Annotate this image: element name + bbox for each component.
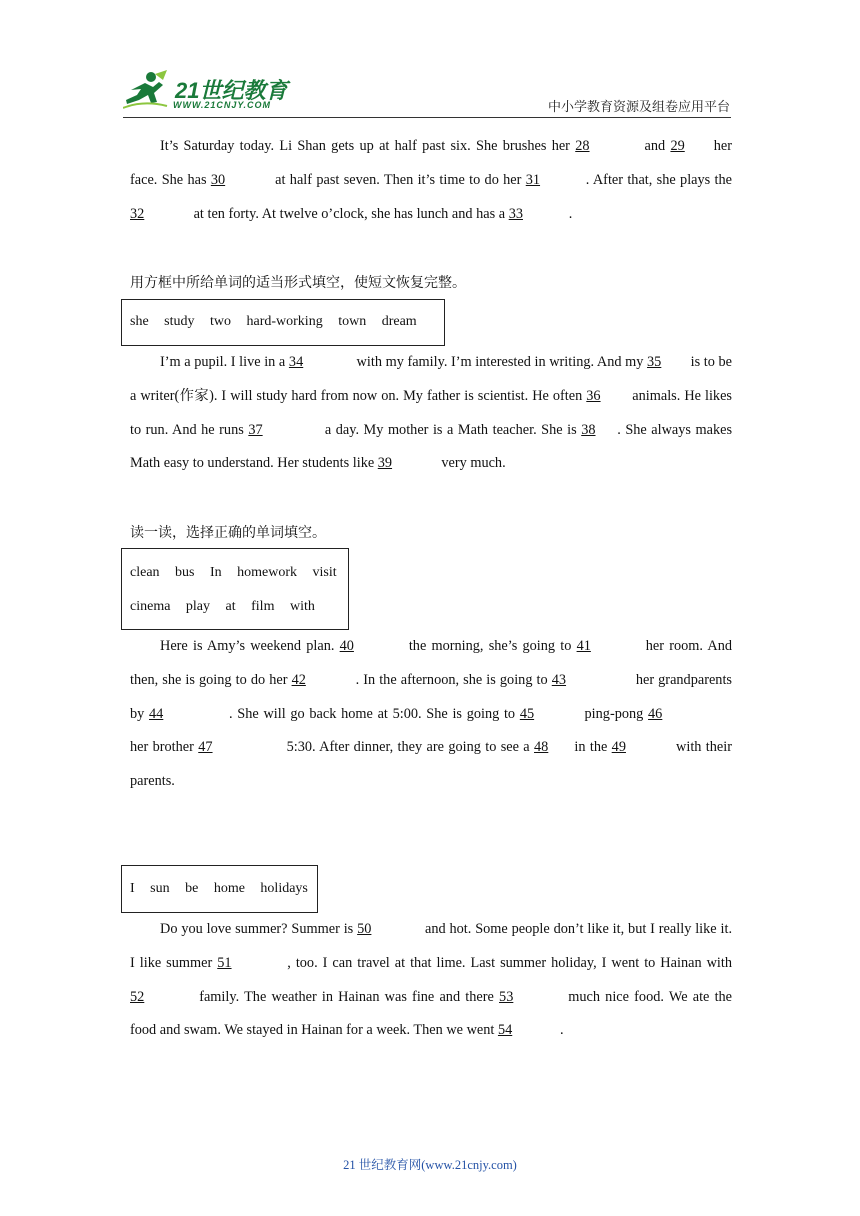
word-list-2: she study two hard-working town dream	[130, 314, 417, 329]
runner-logo-icon	[123, 70, 169, 112]
logo-url-text: WWW.21CNJY.COM	[173, 100, 272, 110]
passage-text: . She always makes Math easy to understand. Her students like	[130, 421, 733, 472]
passage-text: It’s Saturday today. Li Shan gets up at half past six. She brushes her	[160, 138, 570, 154]
blank-44: 44	[149, 705, 164, 722]
blank-38: 38	[581, 421, 596, 438]
passage-text: the morning, she’s going to	[408, 638, 572, 654]
passage-text: Here is Amy’s weekend plan.	[160, 638, 335, 654]
instruction-2: 用方框中所给单词的适当形式填空，使短文恢复完整。	[130, 275, 466, 291]
passage-2	[130, 346, 732, 481]
blank-33: 33	[508, 205, 523, 222]
passage-text: at ten forty. At twelve o’clock, she has lunch and has a	[193, 205, 506, 222]
passage-text: her room. And then, she is going to do her	[130, 638, 733, 688]
passage-text: Do you love summer? Summer is	[160, 921, 354, 937]
blank-54: 54	[497, 1022, 513, 1039]
header-divider	[123, 117, 731, 118]
passage-text: a day. My mother is a Math teacher. She is	[324, 421, 577, 438]
passage-text: her grandparents by	[130, 671, 732, 722]
blank-32: 32	[130, 205, 145, 222]
word-list-3-row-2: cinema play at film with	[130, 599, 315, 614]
blank-28: 28	[575, 138, 590, 154]
passage-text: very much.	[441, 455, 506, 472]
passage-text: family. The weather in Hainan was fine and there	[199, 988, 494, 1005]
logo-brand-text: 21世纪教育	[175, 78, 288, 103]
instruction-3: 读一读，选择正确的单词填空。	[130, 525, 326, 541]
passage-text: ping-pong	[584, 705, 644, 722]
passage-text: her brother	[130, 739, 194, 756]
blank-51: 51	[217, 954, 232, 971]
blank-49: 49	[611, 739, 626, 756]
passage-text: , too. I can travel at that lime. Last summer holiday, I went to Hainan with	[287, 954, 732, 971]
blank-39: 39	[377, 455, 393, 472]
blank-40: 40	[339, 638, 354, 654]
word-list-3-row-1: clean bus In homework visit	[130, 565, 337, 580]
passage-1	[130, 130, 732, 231]
passage-text: with their parents.	[130, 739, 732, 790]
footer-link[interactable]: 21 世纪教育网(www.21cnjy.com)	[343, 1158, 517, 1172]
passage-text: her face. She has	[130, 138, 732, 188]
blank-37: 37	[248, 421, 263, 438]
passage-text: with my family. I’m interested in writing. And my	[356, 354, 644, 370]
passage-text: animals. He likes to run. And he runs	[130, 387, 732, 438]
passage-text: in the	[574, 739, 608, 756]
blank-42: 42	[291, 671, 306, 688]
passage-4	[130, 913, 732, 1048]
passage-text: much nice food. We ate the food and swam. We stayed in Hainan for a week. Then we went	[130, 988, 733, 1039]
passage-text: at half past seven. Then it’s time to do her	[275, 171, 522, 188]
passage-text: and hot. Some people don’t like it, but I really like it. I like summer	[130, 921, 733, 971]
blank-52: 52	[130, 988, 145, 1005]
passage-text: . In the afternoon, she is going to	[355, 671, 548, 688]
blank-30: 30	[210, 171, 226, 188]
platform-name: 中小学教育资源及组卷应用平台	[547, 100, 730, 115]
word-box-3	[121, 548, 349, 630]
word-box-2	[121, 299, 445, 346]
blank-31: 31	[525, 171, 541, 188]
blank-45: 45	[519, 705, 535, 722]
passage-3	[130, 630, 732, 799]
blank-34: 34	[288, 354, 304, 370]
blank-36: 36	[586, 387, 601, 404]
blank-46: 46	[648, 705, 663, 722]
word-list-4: I sun be home holidays	[130, 881, 308, 896]
blank-47: 47	[198, 739, 213, 756]
passage-text: .	[568, 205, 573, 222]
blank-41: 41	[576, 638, 591, 654]
blank-43: 43	[551, 671, 567, 688]
blank-29: 29	[670, 138, 685, 154]
passage-text: I’m a pupil. I live in a	[160, 354, 286, 370]
blank-35: 35	[647, 354, 662, 370]
word-box-4	[121, 865, 318, 913]
blank-53: 53	[499, 988, 514, 1005]
passage-text: 5:30. After dinner, they are going to see a	[286, 739, 530, 756]
passage-text: and	[644, 138, 666, 154]
passage-text: . After that, she plays the	[585, 171, 733, 188]
site-logo	[123, 70, 293, 114]
passage-text: is to be a writer(作家). I will study hard from now on. My father is scientist. He often	[130, 354, 733, 404]
passage-text: . She will go back home at 5:00. She is going to	[229, 705, 516, 722]
passage-text: .	[559, 1022, 564, 1039]
blank-48: 48	[534, 739, 549, 756]
blank-50: 50	[357, 921, 372, 937]
